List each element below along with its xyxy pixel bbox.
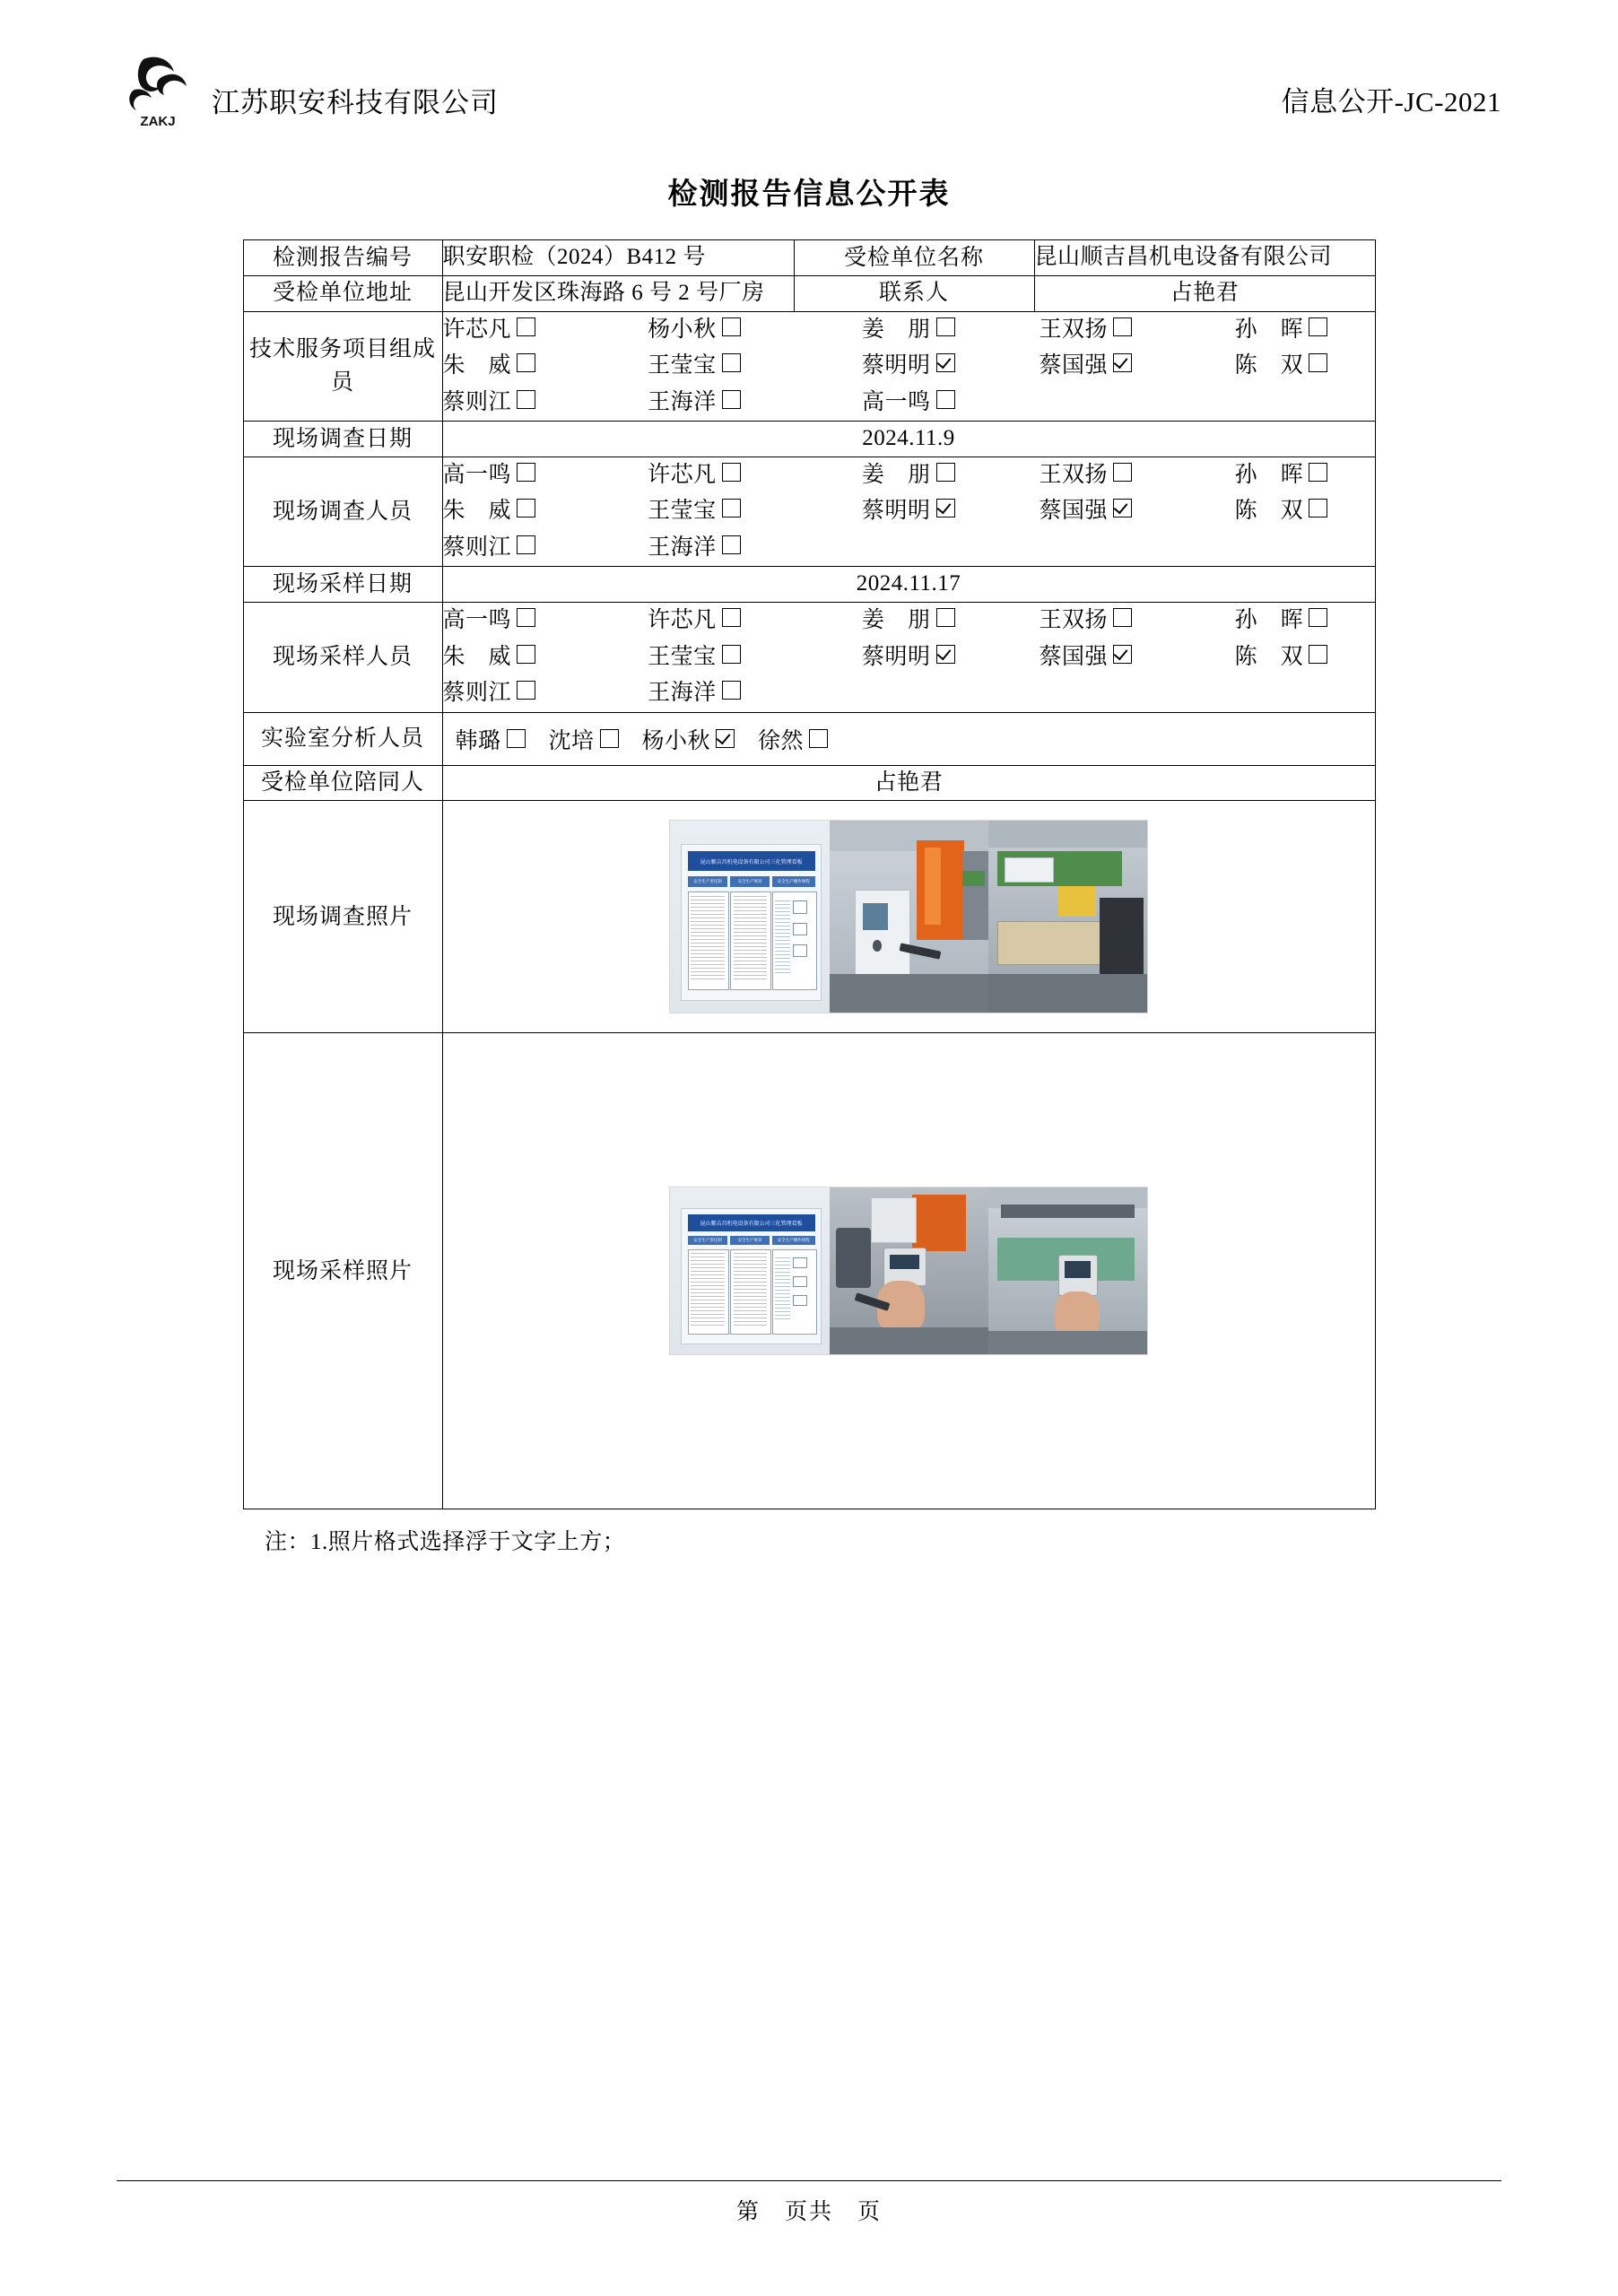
sampling-date-value: 2024.11.17 [442,567,1375,603]
survey-photo-group [443,801,1375,1032]
checklist-item-label: 陈 双 [1234,644,1304,669]
checklist-item-label: 杨小秋 [641,728,711,753]
table-row [243,311,1375,422]
checklist-item[interactable] [1039,312,1234,349]
board-flow-box-2 [793,923,807,935]
table-note: 注：1.照片格式选择浮于文字上方； [265,1530,626,1555]
checklist-item-label: 高一鸣 [862,389,931,414]
checklist-row [443,639,1375,676]
board-text-lines-mid [734,1253,767,1327]
sampling-photo-strip [669,1187,1148,1355]
table-row [243,801,1375,1033]
board-subtitle-mid: 安全生产规章 [730,1236,769,1246]
report-info-table [243,239,1376,1509]
checklist-item[interactable] [1235,603,1375,639]
client-name-value: 昆山顺吉昌机电设备有限公司 [1034,240,1375,276]
photo-sampling-device-1 [830,1187,988,1354]
checklist-item-label: 徐然 [758,728,805,753]
checkbox-checked[interactable] [716,729,735,748]
checklist-item[interactable] [1039,457,1234,494]
checkbox-unchecked[interactable] [1113,608,1132,627]
checkbox-unchecked[interactable] [809,729,828,748]
checklist-item-label: 沈培 [548,728,595,753]
checklist-item[interactable] [443,675,648,712]
company-name: 江苏职安科技有限公司 [212,86,499,118]
board-text-lines-left [691,896,726,981]
machine-floor [830,1327,988,1354]
company-logo-icon [117,48,199,131]
table-row [243,765,1375,801]
table-row [243,422,1375,457]
checklist-item-label: 王海洋 [648,681,717,705]
checkbox-checked[interactable] [936,353,955,372]
workbench-floor [988,974,1147,1013]
checklist-item-label: 蔡则江 [442,535,512,560]
photo-sampling-device-2 [988,1187,1147,1354]
checkbox-unchecked[interactable] [517,390,535,409]
table-row [243,1033,1375,1509]
table-row [243,457,1375,567]
checklist-item[interactable] [1235,348,1375,385]
checklist-item[interactable] [443,312,648,349]
checklist-item[interactable] [443,348,648,385]
board-text-lines-left [691,1253,726,1327]
machine-floor [830,974,988,1013]
board-flow-box-1 [793,1257,807,1269]
checklist-item-label: 王莹宝 [648,499,717,524]
checklist-row [443,312,1375,349]
page-number: 第 页共 页 [735,2200,882,2224]
board-subtitle-right: 安全生产操作规程 [772,876,815,887]
client-address-label: 受检单位地址 [243,275,442,311]
checklist-item-label: 王海洋 [648,535,717,560]
table-row [243,603,1375,713]
checkbox-unchecked[interactable] [1309,645,1327,664]
workbench-yellow-bins [1058,886,1097,917]
checklist-item-label: 蔡国强 [1039,644,1108,669]
machine-dark-unit [836,1228,871,1288]
survey-photo-label: 现场调查照片 [243,801,442,1033]
checklist-item-label: 许芯凡 [648,608,717,632]
checkbox-unchecked[interactable] [722,353,741,372]
survey-staff-checklist[interactable] [442,457,1375,567]
report-no-value: 职安职检（2024）B412 号 [442,240,794,276]
checkbox-unchecked[interactable] [722,608,741,627]
page-header [117,36,1501,131]
machine-control-screen [863,903,888,930]
checkbox-unchecked[interactable] [517,317,535,336]
checklist-item-label: 蔡国强 [1039,353,1108,378]
checkbox-unchecked[interactable] [517,499,535,517]
checklist-item-label: 王莹宝 [648,353,717,378]
checklist-item[interactable] [648,457,862,494]
checklist-item-label: 高一鸣 [442,462,512,487]
checklist-item-label: 孙 晖 [1234,462,1304,487]
checklist-item-label: 许芯凡 [648,462,717,487]
checklist-item[interactable] [1039,639,1234,676]
checkbox-checked[interactable] [1113,499,1132,517]
escort-value: 占艳君 [442,765,1375,801]
checklist-item[interactable] [862,639,1039,676]
checklist-item[interactable] [648,639,862,676]
checkbox-unchecked[interactable] [936,390,955,409]
checkbox-unchecked[interactable] [936,463,955,482]
checklist-item[interactable] [443,530,648,567]
checklist-item[interactable] [1235,639,1375,676]
checkbox-unchecked[interactable] [722,499,741,517]
checklist-item[interactable] [443,493,648,530]
footer-divider [117,2180,1501,2181]
workbench-ceiling [988,821,1147,848]
checkbox-checked[interactable] [936,645,955,664]
conveyor-floor [988,1331,1147,1354]
checklist-item[interactable] [862,457,1039,494]
svg-text:ZAKJ: ZAKJ [140,114,176,129]
checkbox-unchecked[interactable] [936,608,955,627]
checklist-item-label: 姜 朋 [862,608,931,632]
checklist-item-label: 蔡明明 [862,499,931,524]
board-subtitle-left: 安全生产责任制 [688,876,728,887]
checklist-item[interactable] [862,348,1039,385]
checklist-item[interactable] [443,385,648,422]
client-address-value: 昆山开发区珠海路 6 号 2 号厂房 [442,275,794,311]
checklist-item[interactable] [648,348,862,385]
checkbox-unchecked[interactable] [1309,317,1327,336]
checklist-item-label: 许芯凡 [442,317,512,342]
lab-staff-checklist[interactable] [442,712,1375,765]
checklist-item-label: 陈 双 [1234,353,1304,378]
checklist-item[interactable] [862,385,1039,422]
board-surface [681,1208,821,1345]
escort-label: 受检单位陪同人 [243,765,442,801]
survey-photo-strip [669,820,1148,1013]
report-no-label: 检测报告编号 [243,240,442,276]
checklist-item-label: 王双扬 [1039,608,1108,632]
checklist-row [443,385,1375,422]
board-title-text: 昆山顺吉昌机电设备有限公司三化管理看板 [688,1214,815,1232]
checklist-item[interactable] [549,723,619,755]
checklist-item[interactable] [862,312,1039,349]
checkbox-unchecked[interactable] [722,390,741,409]
board-flow-box-3 [793,1295,807,1307]
checklist-item[interactable] [648,385,862,422]
sampling-staff-checklist[interactable] [442,603,1375,713]
checkbox-unchecked[interactable] [1309,608,1327,627]
checklist-item[interactable] [648,493,862,530]
checklist-item[interactable] [1039,603,1234,639]
checklist-item-label: 陈 双 [1234,499,1304,524]
checkbox-unchecked[interactable] [1113,463,1132,482]
checklist-item-label: 蔡明明 [862,644,931,669]
machine-green-label [962,871,985,886]
survey-date-value: 2024.11.9 [442,422,1375,457]
sampling-photo-label: 现场采样照片 [243,1033,442,1509]
checklist-item-label: 姜 朋 [862,462,931,487]
checklist-row [443,493,1375,530]
checklist-item-label: 姜 朋 [862,317,931,342]
client-name-label: 受检单位名称 [794,240,1034,276]
checkbox-checked[interactable] [1113,353,1132,372]
checklist-item[interactable] [443,603,648,639]
checklist-item[interactable] [758,723,828,755]
board-text-lines-mid [734,896,767,981]
photo-workbench [988,821,1147,1013]
device-screen [1065,1261,1092,1278]
checkbox-unchecked[interactable] [722,681,741,700]
contact-value: 占艳君 [1034,275,1375,311]
checklist-item[interactable] [1235,312,1375,349]
checklist-item[interactable] [648,312,862,349]
page-title: 检测报告信息公开表 [667,178,951,211]
checklist-item-label: 杨小秋 [648,317,717,342]
sampling-device [1058,1255,1099,1297]
board-surface [681,844,821,1002]
checklist-item[interactable] [642,723,735,755]
checklist-item[interactable] [648,675,862,712]
checklist-item-label: 蔡明明 [862,353,931,378]
device-screen [890,1255,918,1269]
checklist-item-label: 朱 威 [442,353,512,378]
team-label: 技术服务项目组成员 [243,311,442,422]
table-row [243,240,1375,276]
board-text-lines-right [775,1257,790,1322]
sampling-date-label: 现场采样日期 [243,567,442,603]
checkbox-unchecked[interactable] [517,645,535,664]
checkbox-unchecked[interactable] [1309,499,1327,517]
conveyor-beam [1001,1205,1135,1218]
checkbox-unchecked[interactable] [600,729,619,748]
board-flow-box-3 [793,944,807,957]
survey-date-label: 现场调查日期 [243,422,442,457]
checklist-item[interactable] [456,723,526,755]
checklist-item-label: 韩璐 [455,728,501,753]
board-subtitle-mid: 安全生产规章 [730,876,769,887]
checklist-item-label: 朱 威 [442,644,512,669]
checklist-item[interactable] [1235,457,1375,494]
table-row [243,275,1375,311]
checkbox-unchecked[interactable] [1309,353,1327,372]
checklist-item-label: 王莹宝 [648,644,717,669]
checkbox-unchecked[interactable] [517,608,535,627]
photo-management-board-2 [670,1187,830,1354]
board-text-lines-right [775,900,790,975]
checklist-row [443,530,1375,567]
page-footer [117,2180,1501,2226]
machine-knob [873,940,883,952]
checkbox-unchecked[interactable] [507,729,526,748]
checklist-row [443,603,1375,639]
board-subtitle-right: 安全生产操作规程 [772,1236,815,1246]
board-flow-box-2 [793,1276,807,1288]
lab-staff-label: 实验室分析人员 [243,712,442,765]
checklist-item-label: 蔡国强 [1039,499,1108,524]
header-left [117,48,499,131]
machine-ceiling [830,821,988,851]
machine-orange-column [925,848,941,925]
checklist-item-label: 孙 晖 [1234,317,1304,342]
checklist-item-label: 高一鸣 [442,608,512,632]
checklist-item[interactable] [862,493,1039,530]
table-row [243,712,1375,765]
checkbox-unchecked[interactable] [1113,317,1132,336]
checklist-item[interactable] [1039,493,1234,530]
checkbox-unchecked[interactable] [722,463,741,482]
checklist-item[interactable] [1235,493,1375,530]
checklist-item[interactable] [443,639,648,676]
survey-staff-label: 现场调查人员 [243,457,442,567]
checklist-item[interactable] [443,457,648,494]
checkbox-checked[interactable] [1113,645,1132,664]
table-row [243,567,1375,603]
checkbox-checked[interactable] [936,499,955,517]
machine-grey-frame [962,851,987,939]
checkbox-unchecked[interactable] [517,353,535,372]
machine-white-panel [871,1197,918,1242]
checklist-row [443,713,1375,765]
team-member-checklist[interactable] [442,311,1375,422]
checkbox-unchecked[interactable] [517,535,535,554]
checklist-item-label: 蔡则江 [442,389,512,414]
checkbox-unchecked[interactable] [722,645,741,664]
checklist-item[interactable] [648,530,862,567]
checkbox-unchecked[interactable] [722,535,741,554]
checklist-item[interactable] [862,603,1039,639]
checklist-item-label: 王双扬 [1039,317,1108,342]
checklist-item-label: 王双扬 [1039,462,1108,487]
sampling-staff-label: 现场采样人员 [243,603,442,713]
checkbox-unchecked[interactable] [722,317,741,336]
checkbox-unchecked[interactable] [936,317,955,336]
workbench-white-sign [1005,857,1054,883]
photo-management-board [670,821,830,1013]
checklist-item[interactable] [648,603,862,639]
checklist-item-label: 蔡则江 [442,681,512,705]
machine-orange-body [912,1195,966,1251]
checkbox-unchecked[interactable] [517,681,535,700]
checklist-item-label: 王海洋 [648,389,717,414]
sampling-photo-cell [442,1033,1375,1509]
document-code: 信息公开-JC-2021 [1281,86,1501,117]
board-subtitle-left: 安全生产责任制 [688,1236,728,1246]
photo-injection-machine [830,821,988,1013]
checkbox-unchecked[interactable] [1309,463,1327,482]
checklist-item[interactable] [1039,348,1234,385]
checklist-item-label: 朱 威 [442,499,512,524]
checklist-row [443,348,1375,385]
contact-label: 联系人 [794,275,1034,311]
checkbox-unchecked[interactable] [517,463,535,482]
survey-photo-cell [442,801,1375,1033]
checklist-row [443,675,1375,712]
sampling-photo-group [443,1033,1375,1509]
checklist-row [443,457,1375,494]
board-flow-box-1 [793,900,807,913]
board-title-text: 昆山顺吉昌机电设备有限公司三化管理看板 [688,851,815,872]
checklist-item-label: 孙 晖 [1234,608,1304,632]
